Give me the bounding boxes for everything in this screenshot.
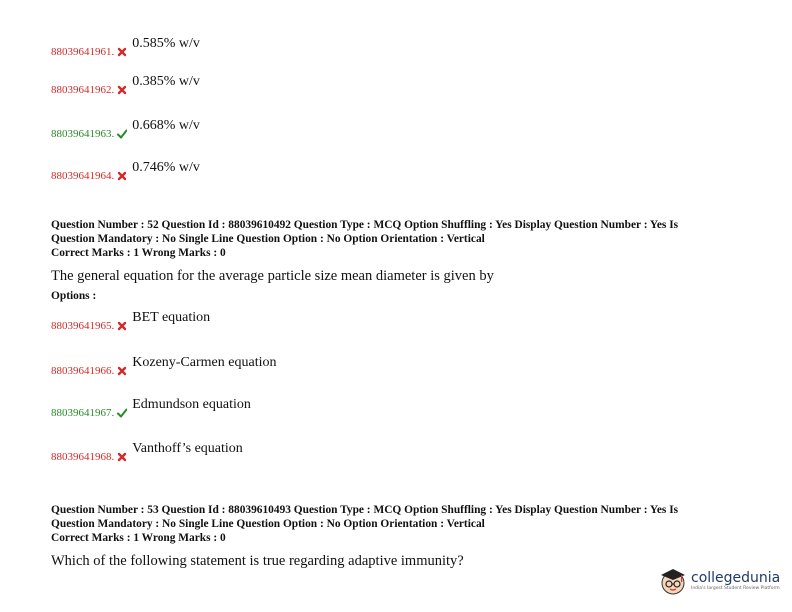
option-row <box>51 310 210 332</box>
question-52-text: The general equation for the average particle size mean diameter is given by <box>51 268 494 284</box>
option-row <box>51 74 200 96</box>
option-id: 88039641962. <box>51 84 115 96</box>
option-id: 88039641964. <box>51 170 115 182</box>
option-row <box>51 441 243 463</box>
option-row <box>51 355 276 377</box>
question-53-meta <box>51 503 751 545</box>
question-52-meta <box>51 218 751 260</box>
collegedunia-logo <box>658 566 780 596</box>
option-row <box>51 160 200 182</box>
option-text: 0.746% w/v <box>132 160 200 175</box>
cross-icon <box>117 366 127 376</box>
checkmark-icon <box>117 129 127 139</box>
option-text: 0.585% w/v <box>132 36 200 51</box>
question-meta-line: Question Mandatory : No Single Line Question Option : No Option Orientation : Vertical <box>51 233 485 245</box>
options-label: Options : <box>51 290 97 302</box>
question-53-text: Which of the following statement is true regarding adaptive immunity? <box>51 553 464 569</box>
question-meta-line: Question Mandatory : No Single Line Question Option : No Option Orientation : Vertical <box>51 518 485 530</box>
question-marks: Correct Marks : 1 Wrong Marks : 0 <box>51 532 226 544</box>
option-id: 88039641965. <box>51 320 115 332</box>
option-text: 0.668% w/v <box>132 118 200 133</box>
option-id: 88039641968. <box>51 451 115 463</box>
mascot-icon <box>658 566 688 596</box>
option-id: 88039641966. <box>51 365 115 377</box>
option-text: 0.385% w/v <box>132 74 200 89</box>
question-meta-line: Question Number : 52 Question Id : 88039610492 Question Type : MCQ Option Shuffling : Yes Display Question Number : Yes Is <box>51 219 679 231</box>
question-marks: Correct Marks : 1 Wrong Marks : 0 <box>51 247 226 259</box>
option-id: 88039641967. <box>51 407 115 419</box>
checkmark-icon <box>117 408 127 418</box>
cross-icon <box>117 85 127 95</box>
option-row <box>51 118 200 140</box>
option-text: Kozeny-Carmen equation <box>132 355 277 370</box>
cross-icon <box>117 452 127 462</box>
option-id: 88039641961. <box>51 46 115 58</box>
question-meta-line: Question Number : 53 Question Id : 88039610493 Question Type : MCQ Option Shuffling : Yes Display Question Number : Yes Is <box>51 504 679 516</box>
option-row <box>51 397 251 419</box>
option-id: 88039641963. <box>51 128 115 140</box>
logo-tagline: India's largest Student Review Platform <box>691 585 780 591</box>
option-text: BET equation <box>132 310 211 325</box>
logo-name: collegedunia <box>691 569 781 586</box>
option-text: Edmundson equation <box>132 397 251 412</box>
option-row <box>51 36 200 58</box>
option-text: Vanthoff’s equation <box>132 441 243 456</box>
cross-icon <box>117 171 127 181</box>
cross-icon <box>117 47 127 57</box>
cross-icon <box>117 321 127 331</box>
